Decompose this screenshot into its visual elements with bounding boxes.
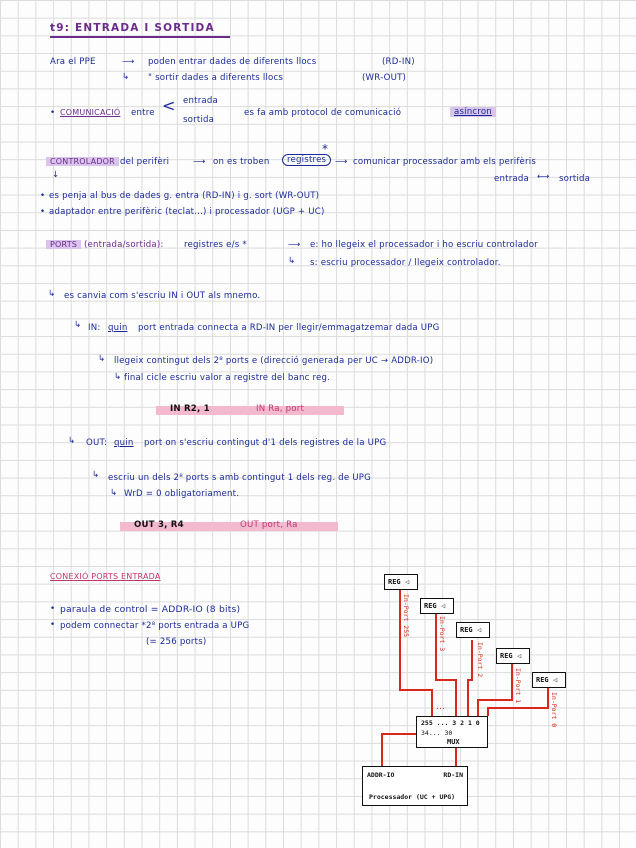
- branch-arrow-icon: ↳: [68, 436, 76, 446]
- ports-canvia: es canvia com s'escriu IN i OUT als mnemo.: [64, 291, 261, 301]
- in-line2: llegeix contingut dels 2⁸ ports e (direcció generada per UC → ADDR-IO): [114, 356, 434, 366]
- out-line2: escriu un dels 2⁸ ports s amb contingut 1 dels reg. de UPG: [108, 473, 371, 483]
- branch-arrow-icon: ↳: [92, 470, 100, 480]
- reg-box-255: REG ◁: [384, 574, 418, 590]
- conexio-b1: paraula de control = ADDR-IO (8 bits): [60, 604, 241, 615]
- ports-opt1: e: ho llegeix el processador i ho escriu controlador: [310, 240, 538, 250]
- bullet-icon: •: [50, 108, 56, 118]
- page-title: t9: ENTRADA I SORTIDA: [50, 22, 215, 34]
- out-line3: WrD = 0 obligatoriament.: [124, 489, 240, 499]
- comunicacio-between: entre: [131, 108, 155, 118]
- mux-box: [416, 716, 488, 748]
- controlador-sortida: sortida: [559, 174, 591, 184]
- controlador-arrow-text: on es troben: [213, 157, 270, 167]
- two-way-arrow-icon: ⟷: [537, 172, 550, 182]
- controlador-label: CONTROLADOR: [46, 157, 119, 166]
- mux-inputs: 255 ... 3 2 1 0: [421, 719, 480, 727]
- out-example-1: OUT 3, R4: [134, 520, 184, 530]
- ports-opt2: s: escriu processador / llegeix controlador.: [310, 258, 501, 268]
- arrow-icon: ⟶: [122, 57, 135, 67]
- out-quin: quin: [114, 438, 134, 448]
- bullet-icon: •: [40, 207, 46, 217]
- in-quin: quin: [108, 323, 128, 333]
- conexio-b2: podem connectar *2⁸ ports entrada a UPG: [60, 621, 250, 631]
- conexio-title: CONEXIÓ PORTS ENTRADA: [50, 572, 161, 581]
- out-line1: port on s'escriu contingut d'1 dels registres de la UPG: [144, 438, 387, 448]
- in-port-3-label: In-Port 3: [438, 616, 446, 652]
- rd-in-label: RD-IN: [443, 771, 463, 779]
- bullet-icon: •: [50, 620, 56, 630]
- in-port-255-label: In-Port 255: [402, 594, 410, 638]
- bullet-icon: •: [50, 604, 56, 614]
- in-label: IN:: [88, 323, 101, 333]
- ellipsis-dots: ...: [436, 702, 446, 712]
- branch-arrow-icon: ↳: [48, 289, 56, 299]
- in-line3: final cicle escriu valor a registre del banc reg.: [124, 373, 331, 383]
- arrow-icon: ⟶: [193, 157, 206, 167]
- reg-box-2: REG ◁: [456, 622, 490, 638]
- in-port-1-label: In-Port 1: [514, 668, 522, 704]
- branch-arrow-icon: ↳: [288, 256, 296, 266]
- out-example-2: OUT port, Ra: [240, 520, 298, 530]
- controlador-entrada: entrada: [494, 174, 530, 184]
- processador-box: [362, 766, 468, 806]
- reg-box-0: REG ◁: [532, 672, 566, 688]
- branch-arrow-icon: ↳: [74, 320, 82, 330]
- branch-arrow-icon: ↳: [122, 72, 130, 82]
- ppe-line1-label: Ara el PPE: [50, 57, 96, 67]
- ppe-line2-text: " sortir dades a diferents llocs: [148, 73, 284, 83]
- processador-label: Processador (UC + UPG): [369, 793, 456, 801]
- ports-label2: (entrada/sortida):: [84, 240, 164, 250]
- controlador-l1b: comunicar processador amb els perifèris: [353, 157, 537, 167]
- comunicacio-opt1: entrada: [183, 96, 219, 106]
- in-line1: port entrada connecta a RD-IN per llegir/emmagatzemar dada UPG: [138, 323, 440, 333]
- wire-port-2: [468, 640, 472, 716]
- reg-box-1: REG ◁: [496, 648, 530, 664]
- ppe-line1-code: (RD-IN): [382, 57, 415, 67]
- ports-label: PORTS: [46, 240, 81, 249]
- branch-arrow-icon: ↳: [114, 372, 122, 382]
- conexio-b3: (= 256 ports): [146, 637, 207, 647]
- in-port-0-label: In-Port 0: [550, 692, 558, 728]
- mux-label: MUX: [447, 738, 460, 746]
- down-arrow-icon: ↓: [52, 170, 60, 180]
- ppe-line1-text: poden entrar dades de diferents llocs: [148, 57, 317, 67]
- wire-addr-io: [382, 734, 418, 766]
- ppe-line2-code: (WR-OUT): [362, 73, 407, 83]
- addr-io-label: ADDR-IO: [367, 771, 395, 779]
- controlador-b2: adaptador entre perifèric (teclat...) i processador (UGP + UC): [49, 207, 325, 217]
- in-port-2-label: In-Port 2: [476, 642, 484, 678]
- in-example-2: IN Ra, port: [256, 404, 305, 414]
- in-example-1: IN R2, 1: [170, 404, 210, 414]
- asincron-highlight: asíncron: [450, 107, 496, 117]
- bullet-icon: •: [40, 191, 46, 201]
- controlador-l1: del perifèri: [120, 157, 170, 167]
- arrow-icon: ⟶: [335, 157, 348, 167]
- comunicacio-opt2: sortida: [183, 115, 215, 125]
- branch-arrow-icon: ↳: [110, 488, 118, 498]
- reg-box-3: REG ◁: [420, 598, 454, 614]
- out-label: OUT:: [86, 438, 108, 448]
- comunicacio-rest: es fa amb protocol de comunicació: [244, 108, 402, 118]
- registres-oval: registres: [282, 154, 331, 166]
- star-icon: *: [322, 142, 329, 156]
- brace-icon: <: [162, 96, 176, 115]
- controlador-b1: es penja al bus de dades g. entra (RD-IN) i g. sort (WR-OUT): [49, 191, 320, 201]
- ports-rest: registres e/s *: [184, 240, 247, 250]
- comunicacio-label: COMUNICACIÓ: [60, 108, 121, 117]
- mux-select: 34... 30: [421, 729, 453, 737]
- arrow-icon: ⟶: [288, 240, 301, 250]
- branch-arrow-icon: ↳: [98, 354, 106, 364]
